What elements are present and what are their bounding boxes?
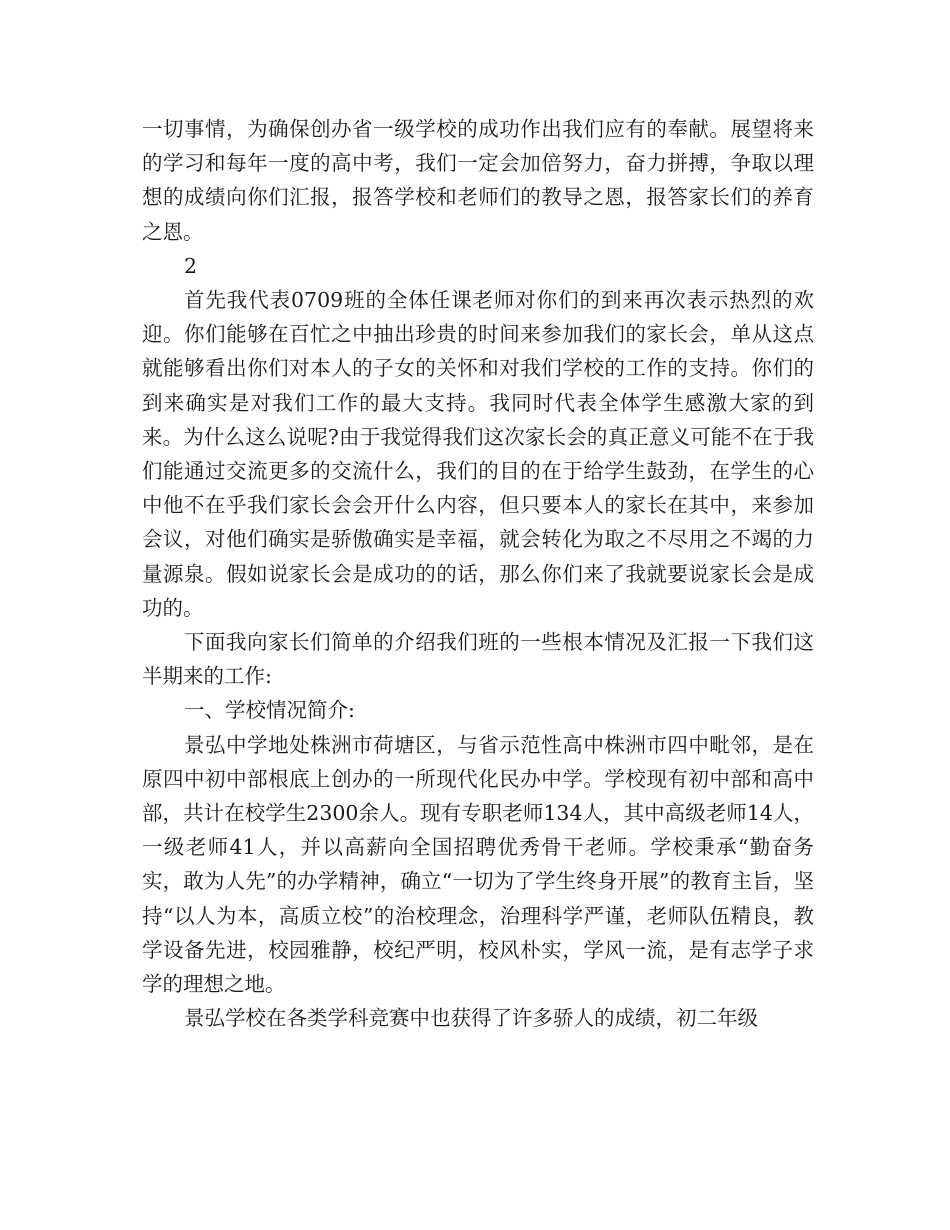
- document-page: [142, 112, 814, 1035]
- paragraph-welcome: 首先我代表0709班的全体任课老师对你们的到来再次表示热烈的欢迎。你们能够在百忙之中抽出珍贵的时间来参加我们的家长会，单从这点就能够看出你们对本人的子女的关怀和对我们学校的工作的支持。你们的到来确实是对我们工作的最大支持。我同时代表全体学生感激大家的到来。为什么这么说呢?由于我觉得我们这次家长会的真正意义可能不在于我们能通过交流更多的交流什么，我们的目的在于给学生鼓劲，在学生的心中他不在乎我们家长会会开什么内容，但只要本人的家长在其中，来参加会议，对他们确实是骄傲确实是幸福，就会转化为取之不尽用之不竭的力量源泉。假如说家长会是成功的的话，那么你们来了我就要说家长会是成功的。: [142, 288, 814, 620]
- paragraph-school-info: 景弘中学地处株洲市荷塘区，与省示范性高中株洲市四中毗邻，是在原四中初中部根底上创办的一所现代化民办中学。学校现有初中部和高中部，共计在校学生2300余人。现有专职老师134人，其中高级老师14人，一级老师41人，并以高薪向全国招聘优秀骨干老师。学校秉承“勤奋务实，敢为人先”的办学精神，确立“一切为了学生终身开展”的教育主旨，坚持“以人为本，高质立校”的治校理念，治理科学严谨，老师队伍精良，教学设备先进，校园雅静，校纪严明，校风朴实，学风一流，是有志学子求学的理想之地。: [142, 732, 814, 997]
- paragraph-intro: 下面我向家长们简单的介绍我们班的一些根本情况及汇报一下我们这半期来的工作:: [142, 630, 814, 689]
- paragraph-closing: 一切事情，为确保创办省一级学校的成功作出我们应有的奉献。展望将来的学习和每年一度的高中考，我们一定会加倍努力，奋力拼搏，争取以理想的成绩向你们汇报，报答学校和老师们的教导之恩，报答家长们的养育之恩。: [142, 117, 814, 244]
- section-heading: 一、学校情况简介:: [184, 698, 355, 723]
- paragraph-achievements: 景弘学校在各类学科竞赛中也获得了许多骄人的成绩，初二年级: [184, 1006, 758, 1031]
- section-number: 2: [184, 253, 198, 278]
